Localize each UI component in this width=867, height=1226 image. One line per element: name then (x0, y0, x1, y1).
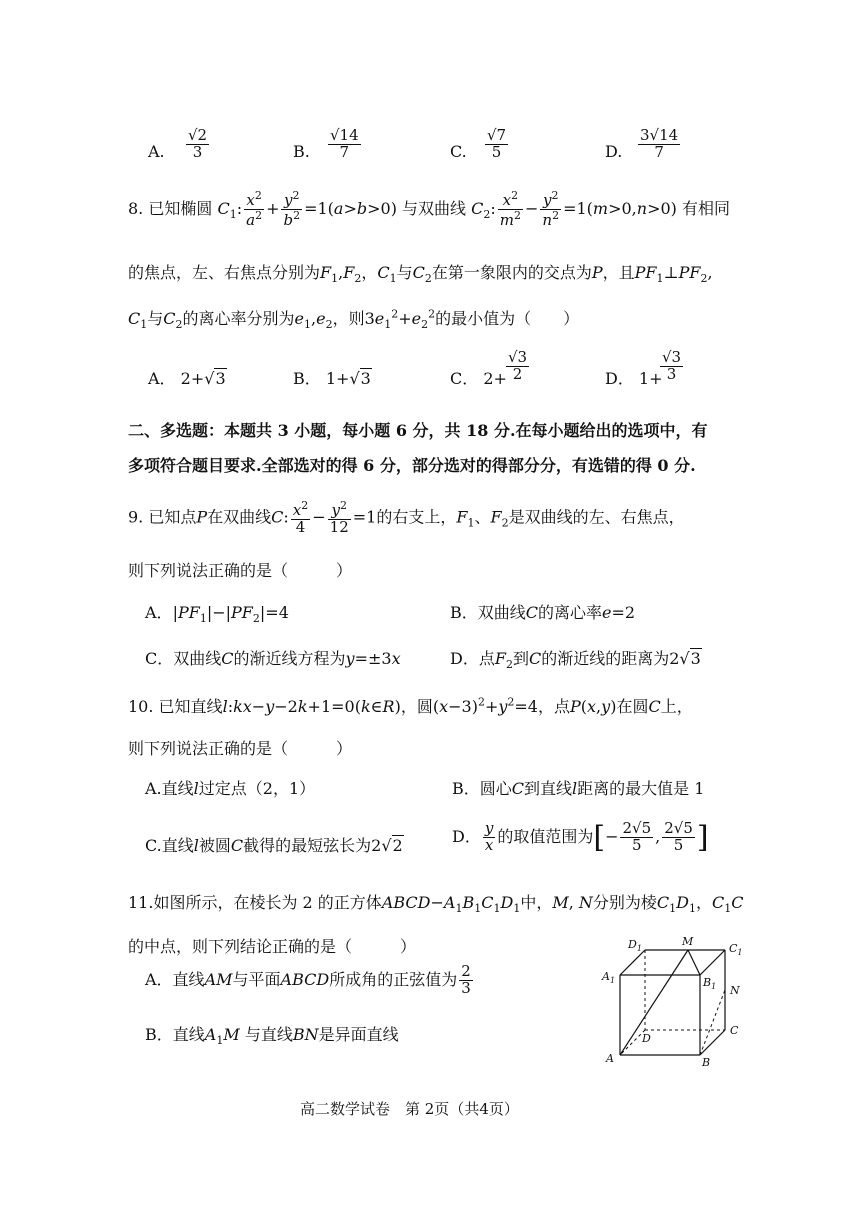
label-a: A (606, 1052, 614, 1065)
q7-option-c-frac: $\frac{√7}{5}$ (487, 126, 507, 161)
q8-line2: 的焦点，左、右焦点分别为$F_1,F_2$，$C_1$与$C_2$在第一象限内的交点为P，且$PF_1\perp PF_2$, (128, 263, 713, 286)
q9-line1: 9. 已知点P在双曲线C: $\frac{x^2}{4}$ − $\frac{y^2}{12}$ =1的右支上，$F_1$、$F_2$是双曲线的左、右焦点， (128, 499, 685, 536)
q7-option-a-label: A. (148, 142, 165, 161)
q8-options: A． 2+√3 B． 1+√3 C． 2+ $\frac{√3}{2}$ D． 1+ $\frac{√3}{3}$ (148, 348, 682, 388)
q10-option-d: D． $\frac{y}{x}$ 的取值范围为[− $\frac{2√5}{5}$ , $\frac{2√5}{5}$ ] (452, 819, 709, 855)
section2-line1: 二、多选题：本题共 3 小题，每小题 6 分，共 18 分.在每小题给出的选项中，有 (128, 421, 708, 440)
q10-option-a: A.直线l过定点（2，1） (145, 779, 316, 798)
q7-options (148, 128, 708, 178)
q9-option-a: A．$|PF_1|-|PF_2|=4$ (145, 603, 289, 626)
label-c1: $C_1$ (729, 942, 743, 957)
q11-line2: 的中点，则下列结论正确的是（ ） (128, 937, 417, 956)
label-c: C (730, 1024, 739, 1037)
q9-option-b: B．双曲线C的离心率e=2 (450, 603, 636, 622)
q9-option-d: D．点$F_2$到C的渐近线的距离为2√3 (450, 649, 701, 672)
q9-option-c: C．双曲线C的渐近线方程为y=±3x (145, 649, 401, 668)
label-b: B (702, 1056, 711, 1069)
q7-option-d-frac: $\frac{3√14}{7}$ (640, 126, 679, 161)
q7-option-d-label: D. (605, 142, 623, 161)
q7-option-c-label: C. (450, 142, 467, 161)
label-d: D (642, 1032, 651, 1045)
page-footer: 高二数学试卷 第 2页（共4页） (300, 1100, 519, 1118)
label-d1: $D_1$ (628, 938, 642, 953)
q10-line2: 则下列说法正确的是（ ） (128, 739, 353, 758)
section2-line2: 多项符合题目要求.全部选对的得 6 分，部分选对的得部分分，有选错的得 0 分. (128, 456, 696, 475)
q10-option-b: B．圆心C到直线l距离的最大值是 1 (452, 779, 705, 798)
label-a1: $A_1$ (602, 970, 616, 985)
q8-line1: 8. 已知椭圆 $C_1$: $\frac{x^2}{a^2}$ + $\frac{y^2}{b^2}$ =1(a>b>0) 与双曲线 $C_2$: $\frac{x^2}{m^2}$ − $\frac{y^2}{n^2}$ =1(m>0,n>0) 有相同 (128, 189, 731, 229)
q10-line1: 10. 已知直线l:kx−y−2k+1=0(k∈R)，圆$(x-3)^2+y^2=4$，点P(x,y)在圆C上， (128, 695, 693, 716)
q9-line2: 则下列说法正确的是（ ） (128, 561, 353, 580)
q7-option-a-frac: $\frac{√2}{3}$ (188, 126, 208, 161)
q11-option-a: A．直线AM与平面ABCD所成角的正弦值为 $\frac{2}{3}$ (145, 962, 471, 997)
label-n: N (730, 984, 740, 997)
label-b1: $B_1$ (703, 976, 717, 991)
label-m: M (682, 935, 694, 948)
q8-line3: $C_1$与$C_2$的离心率分别为$e_1,e_2$，则$3e_1^2+e_2^2$的最小值为（ ） (128, 307, 580, 332)
q11-line1: 11.如图所示，在棱长为 2 的正方体$ABCD-A_1B_1C_1D_1$中，M, N分别为棱$C_1D_1$，$C_1C$ (128, 893, 744, 916)
cube-figure (600, 930, 760, 1070)
q7-option-b-frac: $\frac{√14}{7}$ (330, 126, 359, 161)
q11-option-b: B．直线$A_1M$ 与直线BN是异面直线 (145, 1025, 399, 1048)
q10-option-c: C.直线l被圆C截得的最短弦长为2√2 (145, 836, 403, 855)
q7-option-b-label: B. (293, 142, 310, 161)
